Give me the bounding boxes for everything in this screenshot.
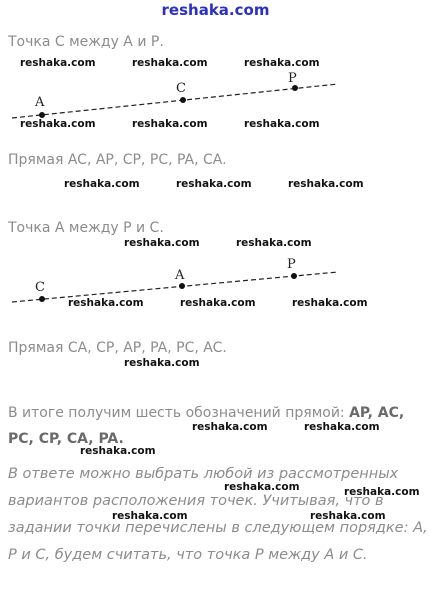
conclusion-labels-1: AP, AC, bbox=[349, 405, 405, 421]
site-title[interactable]: reshaka.com bbox=[161, 1, 270, 19]
section1-lines: Прямая AC, AP, CP, PC, PA, CA. bbox=[8, 152, 227, 168]
watermark: reshaka.com bbox=[20, 118, 96, 130]
conclusion-intro: В итоге получим шесть обозначений прямой: bbox=[8, 405, 350, 421]
label-p-1: P bbox=[288, 71, 297, 86]
conclusion-labels-2: PC, CP, CA, PA. bbox=[8, 431, 124, 447]
note-line1: В ответе можно выбрать любой из рассмотренных bbox=[8, 466, 399, 482]
watermark: reshaka.com bbox=[124, 357, 200, 369]
watermark: reshaka.com bbox=[236, 237, 312, 249]
watermark: reshaka.com bbox=[132, 57, 208, 69]
label-c-1: C bbox=[176, 81, 186, 96]
watermark: reshaka.com bbox=[224, 481, 300, 493]
watermark: reshaka.com bbox=[310, 510, 386, 522]
watermark: reshaka.com bbox=[344, 486, 420, 498]
section2-lines: Прямая CA, CP, AP, PA, PC, AC. bbox=[8, 340, 227, 356]
watermark: reshaka.com bbox=[20, 57, 96, 69]
watermark: reshaka.com bbox=[176, 178, 252, 190]
watermark: reshaka.com bbox=[288, 178, 364, 190]
watermark: reshaka.com bbox=[80, 445, 156, 457]
watermark: reshaka.com bbox=[192, 421, 268, 433]
watermark: reshaka.com bbox=[132, 118, 208, 130]
watermark: reshaka.com bbox=[244, 57, 320, 69]
watermark: reshaka.com bbox=[64, 178, 140, 190]
section1-heading: Точка С между А и Р. bbox=[8, 34, 164, 50]
label-c-2: C bbox=[35, 280, 45, 295]
section2-heading: Точка А между Р и С. bbox=[8, 220, 164, 236]
point-c-1 bbox=[180, 97, 186, 103]
label-p-2: P bbox=[287, 257, 296, 272]
note-line2: вариантов расположения точек. Учитывая, что в bbox=[8, 493, 384, 509]
label-a-2: A bbox=[175, 268, 185, 283]
line-1 bbox=[12, 84, 338, 118]
watermark: reshaka.com bbox=[112, 510, 188, 522]
label-a-1: A bbox=[35, 95, 45, 110]
watermark: reshaka.com bbox=[180, 297, 256, 309]
watermark: reshaka.com bbox=[304, 421, 380, 433]
watermark: reshaka.com bbox=[68, 297, 144, 309]
watermark: reshaka.com bbox=[292, 297, 368, 309]
watermark: reshaka.com bbox=[124, 237, 200, 249]
conclusion-line1 bbox=[8, 405, 404, 421]
point-p-2 bbox=[291, 273, 297, 279]
note-line3: задании точки перечислены в следующем порядке: А, bbox=[8, 520, 428, 536]
watermark: reshaka.com bbox=[244, 118, 320, 130]
point-c-2 bbox=[39, 296, 45, 302]
point-a-2 bbox=[179, 283, 185, 289]
note-line4: Р и С, будем считать, что точка Р между А и С. bbox=[8, 547, 368, 563]
